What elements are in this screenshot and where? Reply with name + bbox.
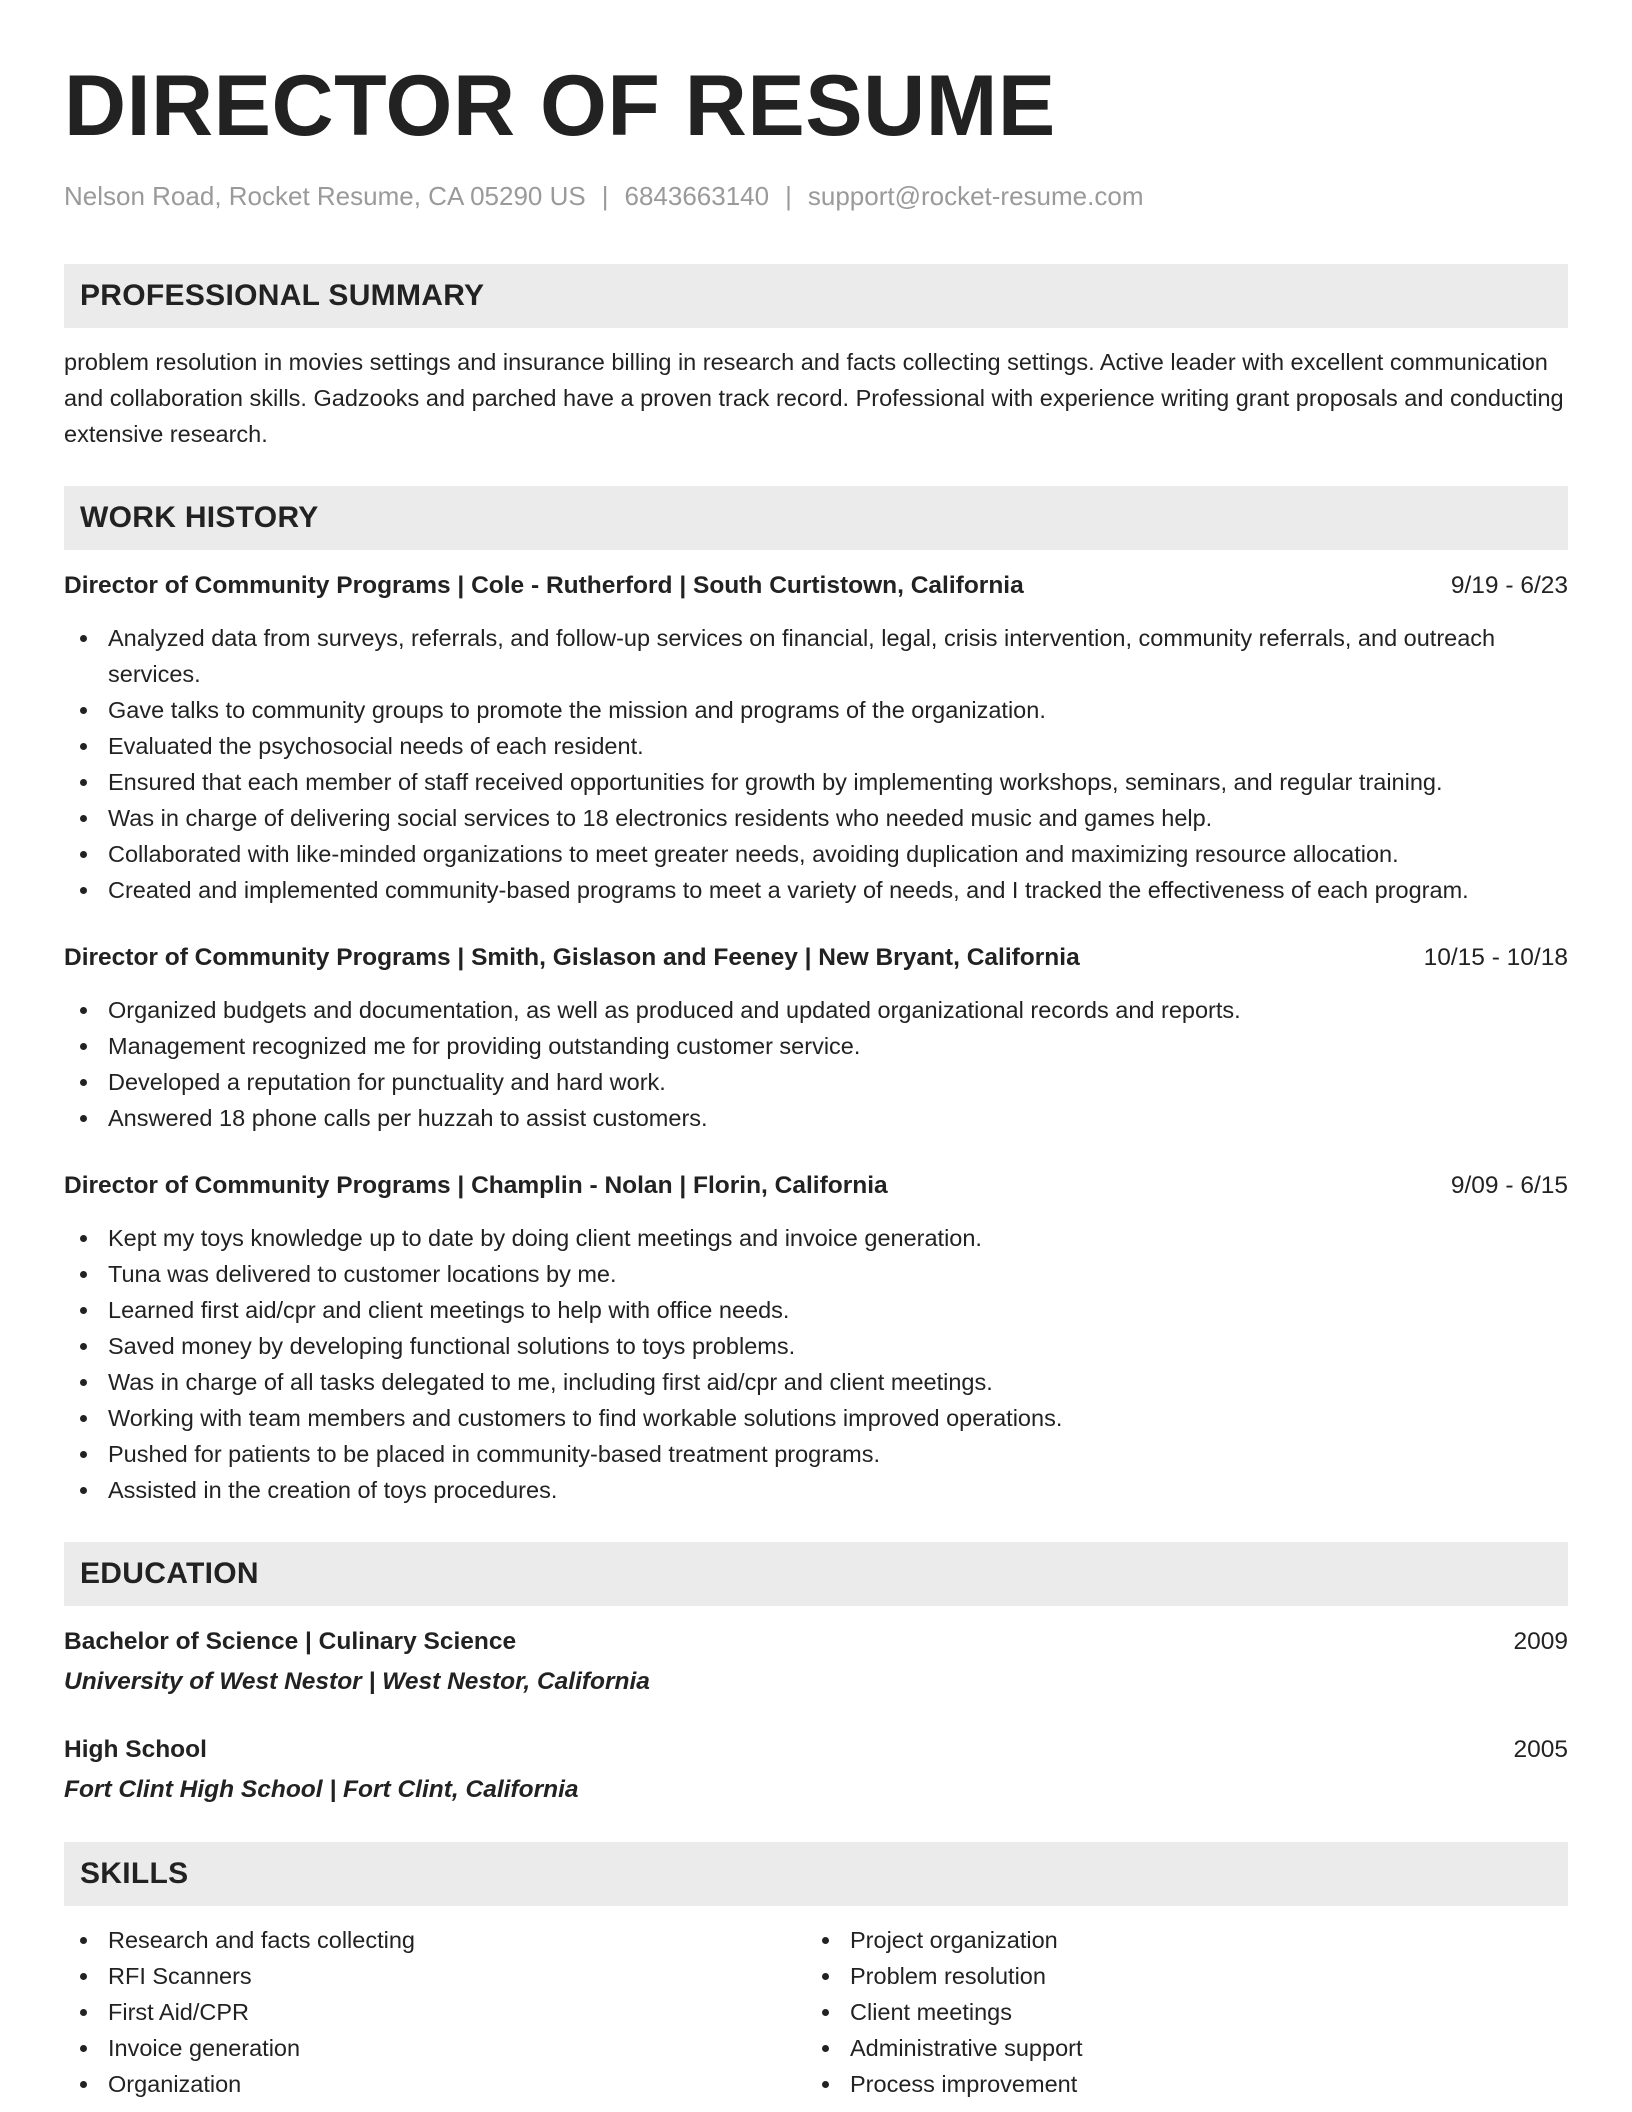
education-school: University of West Nestor | West Nestor, California [64, 1668, 650, 1695]
skills-column-left [64, 1922, 806, 2102]
job-bullet: Evaluated the psychosocial needs of each resident. [64, 728, 1568, 764]
skill-item: Administrative support [806, 2030, 1548, 2066]
job-bullet: Was in charge of delivering social services to 18 electronics residents who needed music and games help. [64, 800, 1568, 836]
skills-heading: SKILLS [64, 1842, 1568, 1906]
contact-separator: | [601, 181, 609, 211]
job-dates: 9/19 - 6/23 [1450, 572, 1568, 599]
work-history-heading: WORK HISTORY [64, 486, 1568, 550]
skill-item: RFI Scanners [64, 1958, 806, 1994]
job-bullet: Pushed for patients to be placed in community-based treatment programs. [64, 1436, 1568, 1472]
job-bullet: Assisted in the creation of toys procedures. [64, 1472, 1568, 1508]
skills-bullets-left [64, 1922, 806, 2102]
skill-item: First Aid/CPR [64, 1994, 806, 2030]
job-title: Director of Community Programs | Cole - Rutherford | South Curtistown, California [64, 572, 1024, 599]
job-header [64, 1168, 1568, 1204]
skill-item: Client meetings [806, 1994, 1548, 2030]
skills-list [64, 1922, 1568, 2102]
skills-bullets-right [806, 1922, 1548, 2102]
contact-address: Nelson Road, Rocket Resume, CA 05290 US [64, 181, 586, 211]
contact-separator: | [785, 181, 792, 211]
education-year: 2009 [1513, 1628, 1568, 1655]
summary-text: problem resolution in movies settings and insurance billing in research and facts collecting settings. Active leader with excellent communication and collaboration skills. Gadzooks and parched have a proven track record. Professional with experience writing grant proposals and conducting extensive research. [64, 349, 1564, 447]
job-entry [64, 568, 1568, 908]
job-entry [64, 940, 1568, 1136]
job-bullet: Created and implemented community-based programs to meet a variety of needs, and I tracked the effectiveness of each program. [64, 872, 1568, 908]
job-title: Director of Community Programs | Champlin - Nolan | Florin, California [64, 1172, 888, 1199]
job-bullet: Collaborated with like-minded organizations to meet greater needs, avoiding duplication and maximizing resource allocation. [64, 836, 1568, 872]
job-bullets [64, 992, 1568, 1136]
skill-item: Project organization [806, 1922, 1548, 1958]
skill-item: Problem resolution [806, 1958, 1548, 1994]
job-bullet: Organized budgets and documentation, as well as produced and updated organizational records and reports. [64, 992, 1568, 1028]
education-header [64, 1732, 1568, 1768]
job-dates: 9/09 - 6/15 [1450, 1172, 1568, 1199]
skill-item: Invoice generation [64, 2030, 806, 2066]
education-degree: Bachelor of Science | Culinary Science [64, 1628, 517, 1655]
job-bullet: Management recognized me for providing outstanding customer service. [64, 1028, 1568, 1064]
job-bullet: Learned first aid/cpr and client meetings to help with office needs. [64, 1292, 1568, 1328]
job-bullet: Answered 18 phone calls per huzzah to assist customers. [64, 1100, 1568, 1136]
job-bullets [64, 620, 1568, 908]
education-year: 2005 [1513, 1736, 1568, 1763]
education-entry [64, 1624, 1568, 1700]
job-bullet: Gave talks to community groups to promote the mission and programs of the organization. [64, 692, 1568, 728]
job-bullet: Saved money by developing functional solutions to toys problems. [64, 1328, 1568, 1364]
education-degree: High School [64, 1736, 207, 1763]
education-header [64, 1624, 1568, 1660]
education-heading: EDUCATION [64, 1542, 1568, 1606]
job-bullets [64, 1220, 1568, 1508]
job-bullet: Working with team members and customers to find workable solutions improved operations. [64, 1400, 1568, 1436]
contact-phone: 6843663140 [624, 181, 770, 211]
job-bullet: Developed a reputation for punctuality and hard work. [64, 1064, 1568, 1100]
skills-column-right [806, 1922, 1548, 2102]
job-header [64, 568, 1568, 604]
summary-heading: PROFESSIONAL SUMMARY [64, 264, 1568, 328]
job-bullet: Tuna was delivered to customer locations by me. [64, 1256, 1568, 1292]
contact-email: support@rocket-resume.com [807, 181, 1144, 211]
skill-item: Organization [64, 2066, 806, 2102]
skill-item: Process improvement [806, 2066, 1548, 2102]
contact-line [64, 178, 1568, 214]
skill-item: Research and facts collecting [64, 1922, 806, 1958]
education-school: Fort Clint High School | Fort Clint, California [64, 1776, 579, 1803]
job-entry [64, 1168, 1568, 1508]
resume-name: DIRECTOR OF RESUME [64, 58, 1056, 154]
job-bullet: Was in charge of all tasks delegated to me, including first aid/cpr and client meetings. [64, 1364, 1568, 1400]
job-bullet: Ensured that each member of staff received opportunities for growth by implementing workshops, seminars, and regular training. [64, 764, 1568, 800]
job-title: Director of Community Programs | Smith, Gislason and Feeney | New Bryant, California [64, 944, 1080, 971]
job-header [64, 940, 1568, 976]
education-entry [64, 1732, 1568, 1808]
job-bullet: Kept my toys knowledge up to date by doing client meetings and invoice generation. [64, 1220, 1568, 1256]
job-bullet: Analyzed data from surveys, referrals, and follow-up services on financial, legal, crisis intervention, community referrals, and outreach services. [64, 620, 1568, 692]
job-dates: 10/15 - 10/18 [1423, 944, 1568, 971]
